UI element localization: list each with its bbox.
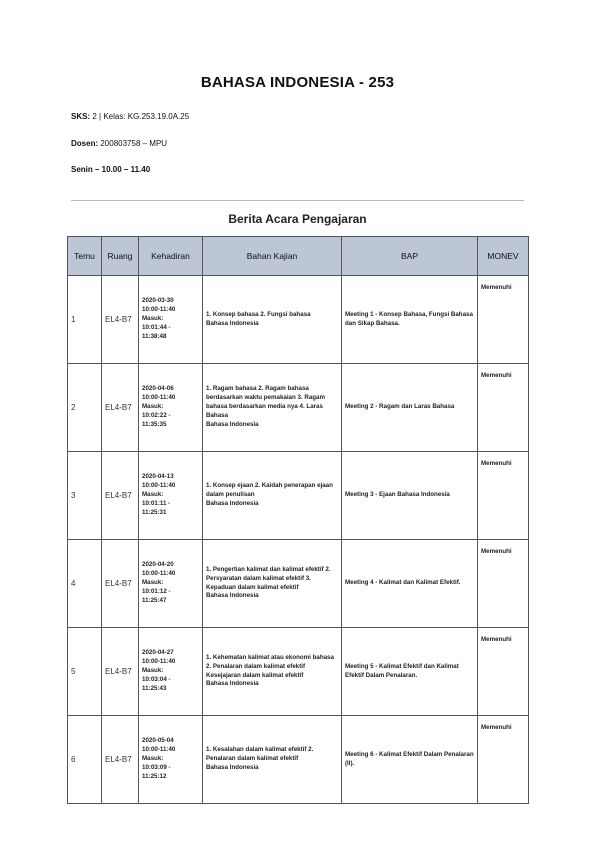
header-ruang: Ruang <box>102 237 139 276</box>
kajian-line: Bahasa Indonesia <box>206 420 259 428</box>
kehadiran-line: 2020-04-06 <box>142 385 174 393</box>
cell-bap: Meeting 3 - Ejaan Bahasa Indonesia <box>342 452 478 540</box>
kajian-line: 1. Konsep bahasa 2. Fungsi bahasa <box>206 310 311 318</box>
kehadiran-line: 11:25:12 <box>142 772 167 780</box>
table-row <box>68 628 529 716</box>
cell-bahan-kajian <box>203 628 342 716</box>
kehadiran-line: 11:25:31 <box>142 508 167 516</box>
header-bahan-kajian: Bahan Kajian <box>203 237 342 276</box>
cell-monev: Memenuhi <box>478 628 529 716</box>
kehadiran-line: 2020-04-13 <box>142 473 174 481</box>
table-header-row <box>68 237 529 276</box>
cell-bahan-kajian <box>203 716 342 804</box>
cell-temu: 1 <box>68 276 102 364</box>
dosen-value: 200803758 – MPU <box>100 139 168 148</box>
cell-kehadiran <box>139 276 203 364</box>
cell-ruang: EL4-B7 <box>102 364 139 452</box>
kehadiran-line: 11:35:35 <box>142 420 167 428</box>
header-kehadiran: Kehadiran <box>139 237 203 276</box>
table-row <box>68 540 529 628</box>
kehadiran-line: 10:01:44 - <box>142 323 171 331</box>
cell-ruang: EL4-B7 <box>102 716 139 804</box>
kehadiran-line: 2020-04-20 <box>142 561 174 569</box>
kehadiran-line: 10:00-11:40 <box>142 394 176 402</box>
cell-monev: Memenuhi <box>478 452 529 540</box>
cell-kehadiran <box>139 364 203 452</box>
cell-temu: 6 <box>68 716 102 804</box>
sks-label: SKS: <box>71 112 91 121</box>
kehadiran-line: 2020-04-27 <box>142 649 174 657</box>
header-bap: BAP <box>342 237 478 276</box>
cell-bap: Meeting 4 - Kalimat dan Kalimat Efektif. <box>342 540 478 628</box>
kajian-line: 1. Kesalahan dalam kalimat efektif 2. Penalaran dalam kalimat efektif <box>206 746 314 762</box>
cell-kehadiran <box>139 628 203 716</box>
kehadiran-line: 10:00-11:40 <box>142 306 176 314</box>
cell-temu: 4 <box>68 540 102 628</box>
cell-monev: Memenuhi <box>478 716 529 804</box>
cell-temu: 3 <box>68 452 102 540</box>
kehadiran-line: 2020-03-30 <box>142 297 174 305</box>
cell-bahan-kajian <box>203 276 342 364</box>
header-monev: MONEV <box>478 237 529 276</box>
table-row <box>68 452 529 540</box>
table-row <box>68 364 529 452</box>
cell-bahan-kajian <box>203 452 342 540</box>
kajian-line: 1. Pengertian kalimat dan kalimat efektif 2. Persyaratan dalam kalimat efektif 3. Kepaduan dalam kalimat efektif <box>206 565 331 591</box>
kajian-line: Bahasa Indonesia <box>206 499 259 507</box>
kehadiran-line: 2020-05-04 <box>142 737 174 745</box>
cell-bap: Meeting 6 - Kalimat Efektif Dalam Penalaran (II). <box>342 716 478 804</box>
cell-ruang: EL4-B7 <box>102 452 139 540</box>
cell-kehadiran <box>139 716 203 804</box>
cell-ruang: EL4-B7 <box>102 628 139 716</box>
cell-temu: 2 <box>68 364 102 452</box>
cell-bap: Meeting 1 - Konsep Bahasa, Fungsi Bahasa dan Sikap Bahasa. <box>342 276 478 364</box>
kajian-line: Bahasa Indonesia <box>206 319 259 327</box>
kehadiran-line: 11:25:43 <box>142 684 167 692</box>
kajian-line: Bahasa Indonesia <box>206 680 259 688</box>
kehadiran-line: 10:01:12 - <box>142 587 171 595</box>
kehadiran-line: 10:00-11:40 <box>142 658 176 666</box>
kajian-line: Bahasa Indonesia <box>206 592 259 600</box>
lecturer-info <box>71 139 167 148</box>
kehadiran-line: 10:00-11:40 <box>142 746 176 754</box>
schedule: Senin – 10.00 – 11.40 <box>71 165 151 174</box>
kehadiran-line: 11:38:48 <box>142 332 167 340</box>
teaching-record-table <box>67 236 529 804</box>
cell-monev: Memenuhi <box>478 276 529 364</box>
cell-ruang: EL4-B7 <box>102 276 139 364</box>
kajian-line: 1. Kehematan kalimat atau ekonomi bahasa 2. Penalaran dalam kalimat efektif Kesejajaran dalam kalimat efektif <box>206 653 334 679</box>
cell-monev: Memenuhi <box>478 540 529 628</box>
table-row <box>68 716 529 804</box>
kajian-line: 1. Konsep ejaan 2. Kaidah penerapan ejaan dalam penulisan <box>206 482 333 498</box>
kehadiran-line: Masuk: <box>142 491 164 498</box>
kehadiran-line: Masuk: <box>142 315 164 322</box>
cell-temu: 5 <box>68 628 102 716</box>
cell-bahan-kajian <box>203 364 342 452</box>
cell-bap: Meeting 5 - Kalimat Efektif dan Kalimat Efektif Dalam Penalaran. <box>342 628 478 716</box>
kehadiran-line: 10:01:11 - <box>142 499 171 507</box>
kajian-line: Bahasa Indonesia <box>206 763 259 771</box>
table-row <box>68 276 529 364</box>
cell-ruang: EL4-B7 <box>102 540 139 628</box>
course-credits-class <box>71 112 189 121</box>
kehadiran-line: Masuk: <box>142 755 164 762</box>
cell-monev: Memenuhi <box>478 364 529 452</box>
dosen-label: Dosen: <box>71 139 99 148</box>
cell-bahan-kajian <box>203 540 342 628</box>
kehadiran-line: 10:00-11:40 <box>142 482 176 490</box>
cell-bap: Meeting 2 - Ragam dan Laras Bahasa <box>342 364 478 452</box>
kehadiran-line: 10:03:09 - <box>142 763 171 771</box>
divider <box>71 200 524 201</box>
kehadiran-line: Masuk: <box>142 579 164 586</box>
header-temu: Temu <box>68 237 102 276</box>
kehadiran-line: 10:02:22 - <box>142 411 171 419</box>
sks-value: 2 | Kelas: KG.253.19.0A.25 <box>92 112 190 121</box>
kehadiran-line: 10:00-11:40 <box>142 570 176 578</box>
kehadiran-line: Masuk: <box>142 403 164 410</box>
kehadiran-line: 10:03:04 - <box>142 675 171 683</box>
kajian-line: 1. Ragam bahasa 2. Ragam bahasa berdasarkan waktu pemakaian 3. Ragam bahasa berdasarkan media nya 4. Laras Bahasa <box>206 385 325 419</box>
kehadiran-line: Masuk: <box>142 667 164 674</box>
cell-kehadiran <box>139 540 203 628</box>
section-title: Berita Acara Pengajaran <box>228 212 367 226</box>
page-title: BAHASA INDONESIA - 253 <box>200 74 395 91</box>
kehadiran-line: 11:25:47 <box>142 596 167 604</box>
cell-kehadiran <box>139 452 203 540</box>
